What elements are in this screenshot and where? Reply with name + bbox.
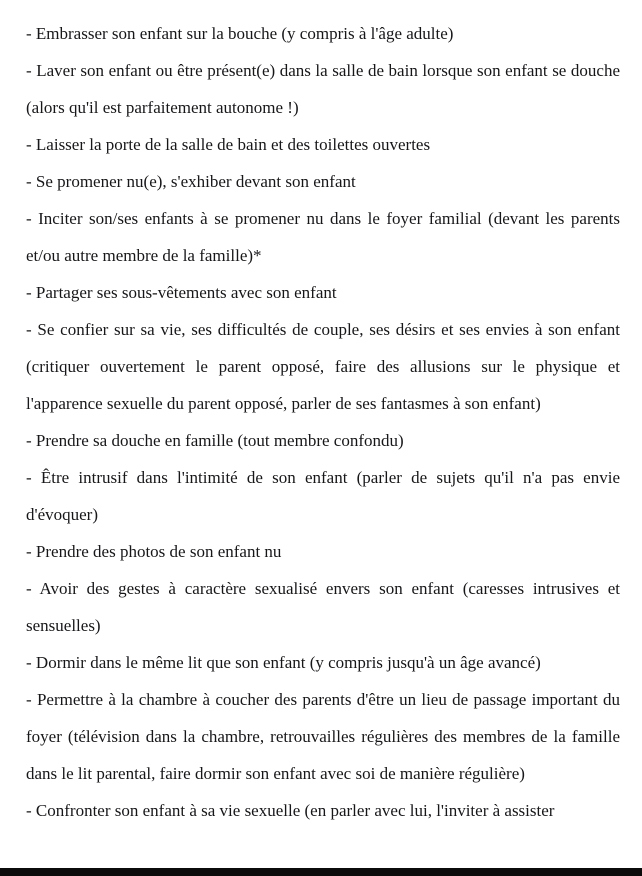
- list-item: - Dormir dans le même lit que son enfant (y compris jusqu'à un âge avancé): [26, 653, 541, 672]
- list-item: - Inciter son/ses enfants à se promener nu dans le foyer familial (devant les parents et/ou autre membre de la famille)*: [26, 209, 620, 265]
- list-item: - Avoir des gestes à caractère sexualisé envers son enfant (caresses intrusives et sensuelles): [26, 579, 620, 635]
- list-item: - Prendre sa douche en famille (tout membre confondu): [26, 431, 404, 450]
- list-item: - Permettre à la chambre à coucher des parents d'être un lieu de passage important du foyer (télévision dans la chambre, retrouvailles régulières des membres de la famille dans le lit parental, faire dormir son enfant avec soi de manière régulière): [26, 690, 620, 783]
- list-item: - Laisser la porte de la salle de bain et des toilettes ouvertes: [26, 135, 431, 154]
- list-item: - Partager ses sous-vêtements avec son enfant: [26, 283, 337, 302]
- list-item: - Confronter son enfant à sa vie sexuelle (en parler avec lui, l'inviter à assister: [26, 801, 555, 820]
- list-item: - Être intrusif dans l'intimité de son enfant (parler de sujets qu'il n'a pas envie d'évoquer): [26, 468, 620, 524]
- list-item: - Embrasser son enfant sur la bouche (y compris à l'âge adulte): [26, 24, 454, 43]
- page-bottom-edge-band: [0, 868, 642, 876]
- list-item: - Se confier sur sa vie, ses difficultés de couple, ses désirs et ses envies à son enfant (critiquer ouvertement le parent opposé, faire des allusions sur le physique et l'apparence sexuelle du parent opposé, parler de ses fantasmes à son enfant): [26, 320, 620, 413]
- list-item: - Se promener nu(e), s'exhiber devant son enfant: [26, 172, 356, 191]
- list-item: - Prendre des photos de son enfant nu: [26, 542, 282, 561]
- document-text-body: [26, 15, 620, 829]
- list-item: - Laver son enfant ou être présent(e) dans la salle de bain lorsque son enfant se douche (alors qu'il est parfaitement autonome !): [26, 61, 620, 117]
